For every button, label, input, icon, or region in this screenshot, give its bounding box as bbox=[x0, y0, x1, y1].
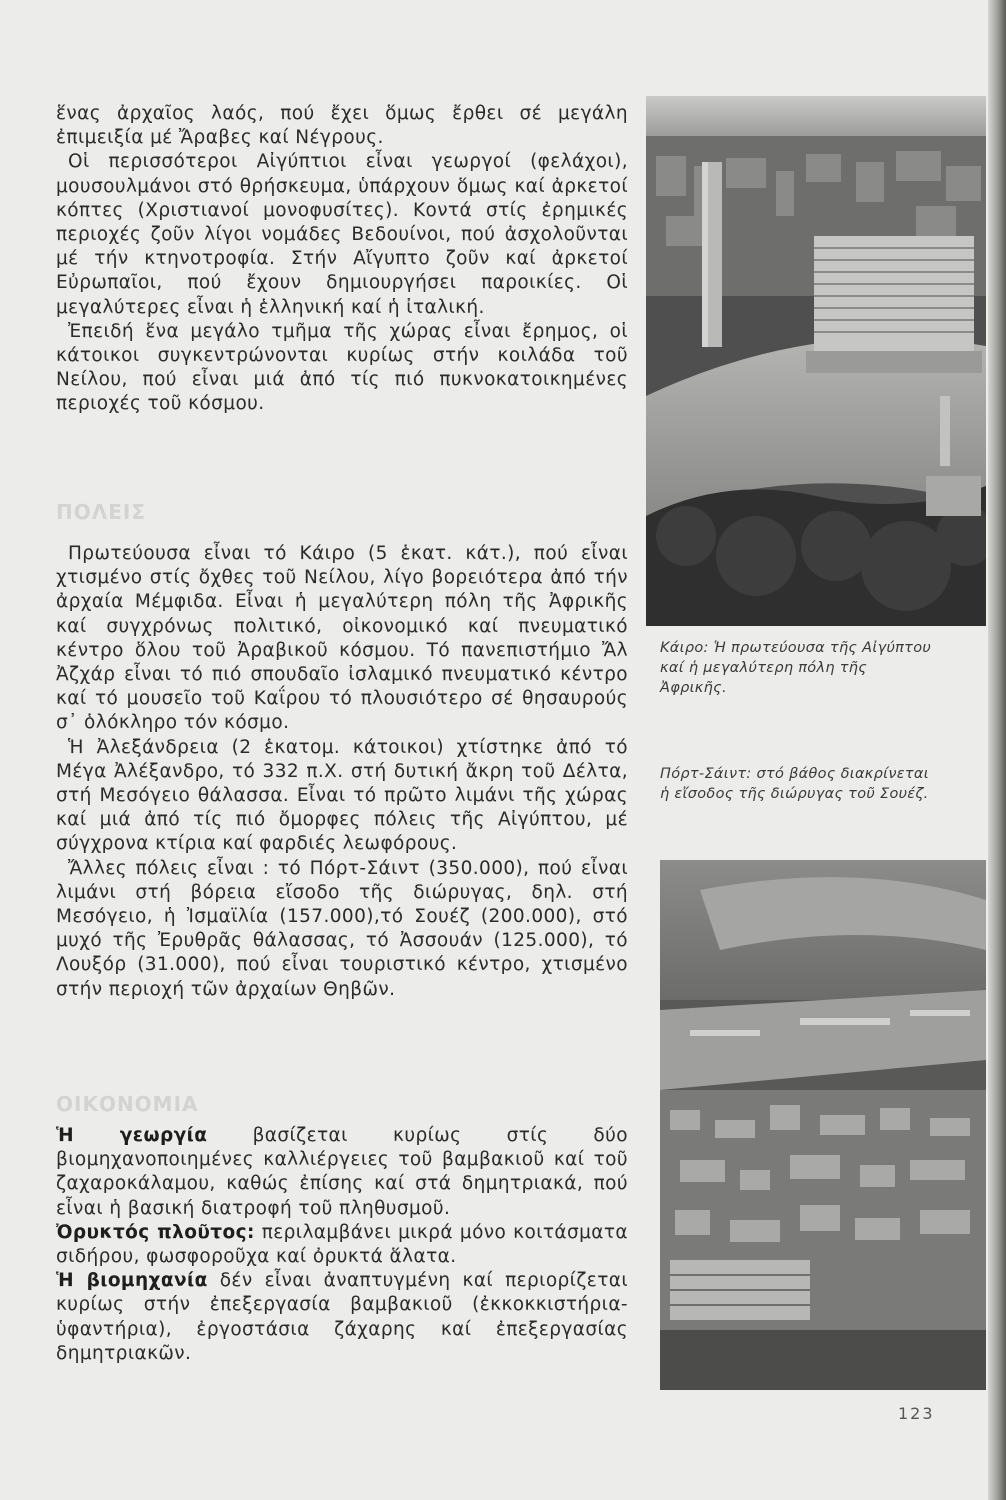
industry-text: δέν εἶναι ἀναπτυγμένη καί περιορίζεται κυρίως στήν ἐπεξεργασία βαμβακιοῦ (ἐκκοκκιστήρια-ὑφαντήρια), ἐργοστάσια ζάχαρης καί ἐπεξεργασίας δημητριακῶν. bbox=[56, 1270, 629, 1364]
cairo-caption: Κάιρο: Ἡ πρωτεύουσα τῆς Αἰγύπτου καί ἡ μεγαλύτερη πόλη τῆς Ἀφρικῆς. bbox=[660, 640, 932, 696]
economy-paragraph-agriculture bbox=[56, 1124, 628, 1221]
agriculture-term: Ἡ γεωργία bbox=[56, 1125, 208, 1146]
page-edge-shadow bbox=[988, 0, 1006, 1500]
cities-paragraph-cairo: Πρωτεύουσα εἶναι τό Κάιρο (5 ἑκατ. κάτ.), πού εἶναι χτισμένο στίς ὄχθες τοῦ Νείλου, λίγο βορειότερα ἀπό τήν ἀρχαία Μέμφιδα. Εἶναι ἡ μεγαλύτερη πόλη τῆς Ἀφρικῆς καί συγχρόνως πολιτικό, οἰκονομικό καί πνευματικό κέντρο ὅλου τοῦ Ἀραβικοῦ κόσμου. Τό πανεπιστήμιο Ἄλ Ἀζχάρ εἶναι τό πιό σπουδαῖο ἰσλαμικό πνευματικό κέντρο καί τό μουσεῖο τοῦ Καΐρου τό πλουσιότερο σέ θησαυρούς σ᾿ ὁλόκληρο τόν κόσμο. bbox=[56, 543, 628, 734]
portsaid-photo-illustration bbox=[660, 860, 986, 1390]
economy-text-block bbox=[56, 1124, 628, 1366]
industry-term: Ἡ βιομηχανία bbox=[56, 1270, 208, 1292]
cities-heading: ΠΟΛΕΙΣ bbox=[56, 500, 146, 524]
cairo-photo bbox=[646, 96, 986, 626]
intro-text-block bbox=[56, 102, 628, 417]
cities-paragraph-other: Ἄλλες πόλεις εἶναι : τό Πόρτ-Σάιντ (350.000), πού εἶναι λιμάνι στή βόρεια εἴσοδο τῆς διώρυγας, δηλ. στή Μεσόγειο, ἡ Ἰσμαϊλία (157.000),τό Σουέζ (200.000), στό μυχό τῆς Ἐρυθρᾶς θάλασσας, τό Ἀσσουάν (125.000), τό Λουξόρ (31.000), πού εἶναι τουριστικό κέντρο, χτισμένο στήν περιοχή τῶν ἀρχαίων Θηβῶν. bbox=[56, 857, 628, 1000]
cities-paragraph-alexandria: Ἡ Ἀλεξάνδρεια (2 ἑκατομ. κάτοικοι) χτίστηκε ἀπό τό Μέγα Ἀλέξανδρο, τό 332 π.Χ. στή δυτική ἄκρη τοῦ Δέλτα, στή Μεσόγειο θάλασσα. Εἶναι τό πρῶτο λιμάνι τῆς χώρας καί μιά ἀπό τίς πιό ὄμορφες πόλεις τῆς Αἰγύπτου, μέ σύγχρονα κτίρια καί φαρδιές λεωφόρους. bbox=[56, 736, 628, 855]
minerals-text: περιλαμβάνει μικρά μόνο κοιτάσματα σιδήρου, φωσφοροῦχα καί ὀρυκτά ἅλατα. bbox=[56, 1221, 629, 1268]
intro-paragraph-1: ἕνας ἀρχαῖος λαός, πού ἔχει ὅμως ἔρθει σέ μεγάλη ἐπιμειξία μέ Ἄραβες καί Νέγρους. bbox=[56, 103, 628, 149]
economy-paragraph-industry bbox=[56, 1269, 628, 1366]
economy-paragraph-minerals bbox=[56, 1221, 628, 1269]
cairo-photo-illustration bbox=[646, 96, 986, 626]
portsaid-photo bbox=[660, 860, 986, 1390]
intro-paragraph-2: Οἱ περισσότεροι Αἰγύπτιοι εἶναι γεωργοί (φελάχοι), μουσουλμάνοι στό θρήσκευμα, ὑπάρχουν ὅμως καί ἀρκετοί κόπτες (Χριστιανοί μονοφυσίτες). Κοντά στίς ἐρημικές περιοχές ζοῦν λίγοι νομάδες Βεδουίνοι, πού ἀσχολοῦνται μέ τήν κτηνοτροφία. Στήν Αἴγυπτο ζοῦν καί ἀρκετοί Εὐρωπαῖοι, πού ἔχουν δημιουργήσει παροικίες. Οἱ μεγαλύτερες εἶναι ἡ ἑλληνική καί ἡ ἰταλική. bbox=[56, 151, 628, 318]
agriculture-text: βασίζεται κυρίως στίς δύο βιομηχανοποιημένες καλλιέργειες τοῦ βαμβακιοῦ καί τοῦ ζαχαροκάλαμου, καθώς ἐπίσης καί στά δημητριακά, πού εἶναι ἡ βασική διατροφή τοῦ πληθυσμοῦ. bbox=[56, 1125, 628, 1219]
intro-paragraph-3: Ἐπειδή ἕνα μεγάλο τμῆμα τῆς χώρας εἶναι ἔρημος, οἱ κάτοικοι συγκεντρώνονται κυρίως στήν κοιλάδα τοῦ Νείλου, πού εἶναι μιά ἀπό τίς πιό πυκνοκατοικημένες περιοχές τοῦ κόσμου. bbox=[56, 320, 628, 415]
minerals-term: Ὀρυκτός πλοῦτος: bbox=[56, 1221, 255, 1243]
economy-heading: ΟΙΚΟΝΟΜΙΑ bbox=[56, 1092, 199, 1116]
portsaid-caption: Πόρτ-Σάιντ: στό βάθος διακρίνεται ἡ εἴσοδος τῆς διώρυγας τοῦ Σουέζ. bbox=[660, 766, 929, 802]
cities-text-block bbox=[56, 542, 628, 1002]
page-number: 123 bbox=[898, 1404, 935, 1423]
